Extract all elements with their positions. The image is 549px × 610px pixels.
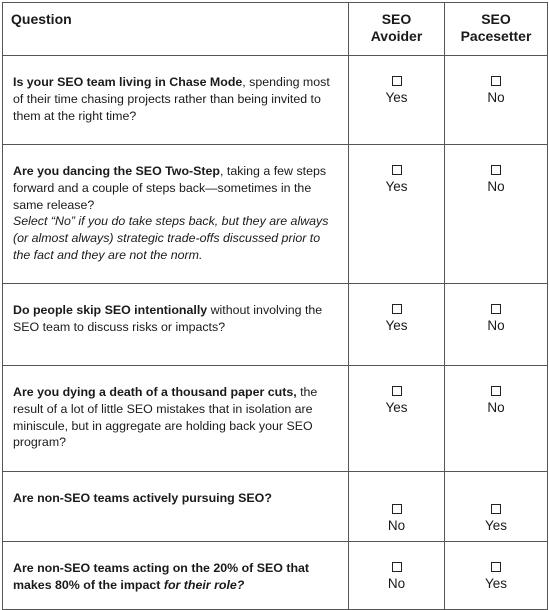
question-bold: Are you dancing the SEO Two-Step bbox=[13, 164, 220, 178]
avoider-answer[interactable] bbox=[349, 472, 445, 542]
question-bold: Are non-SEO teams acting on the 20% of SEO that makes 80% of the impact bbox=[13, 561, 310, 592]
pacesetter-answer[interactable] bbox=[445, 145, 548, 284]
question-text bbox=[3, 542, 349, 610]
pacesetter-answer-label: Yes bbox=[484, 518, 508, 533]
pacesetter-answer[interactable] bbox=[445, 56, 548, 145]
question-rest: without involving the SEO team to discuss risks or impacts? bbox=[13, 303, 323, 334]
question-rest: , spending most of their time chasing projects rather than being invited to them at the right time? bbox=[13, 75, 330, 123]
question-row-skip-seo bbox=[3, 284, 548, 366]
pacesetter-answer-label: No bbox=[487, 400, 505, 415]
seo-avoider-header-line2: Avoider bbox=[370, 28, 423, 44]
avoider-answer-label: Yes bbox=[385, 90, 408, 105]
question-row-pursuing-seo bbox=[3, 472, 548, 542]
checkbox-icon[interactable] bbox=[491, 76, 501, 86]
checkbox-icon[interactable] bbox=[392, 165, 402, 175]
pacesetter-answer[interactable] bbox=[445, 284, 548, 366]
checkbox-icon[interactable] bbox=[392, 386, 402, 396]
question-bold: Do people skip SEO intentionally bbox=[13, 303, 208, 317]
avoider-answer-label: Yes bbox=[385, 400, 408, 415]
checkbox-icon[interactable] bbox=[392, 304, 402, 314]
question-rest: , taking a few steps forward and a couple of steps back—sometimes in the same release? bbox=[13, 164, 327, 212]
seo-avoider-header bbox=[349, 3, 445, 56]
seo-pacesetter-header-line1: SEO bbox=[481, 11, 511, 27]
question-text bbox=[3, 472, 349, 542]
seo-pacesetter-header-line2: Pacesetter bbox=[460, 28, 532, 44]
checkbox-icon[interactable] bbox=[392, 562, 402, 572]
seo-pacesetter-header bbox=[445, 3, 548, 56]
avoider-answer-label: Yes bbox=[385, 179, 408, 194]
question-note: Select “No” if you do take steps back, but they are always (or almost always) strategic trade-offs discussed prior to the fact and they are not the norm. bbox=[13, 214, 329, 262]
question-row-chase-mode bbox=[3, 56, 548, 145]
pacesetter-answer[interactable] bbox=[445, 366, 548, 472]
checkbox-icon[interactable] bbox=[392, 504, 402, 514]
question-rest: the result of a lot of little SEO mistakes that in isolation are miniscule, but in aggregate are holding back your SEO program? bbox=[13, 385, 318, 450]
question-row-two-step bbox=[3, 145, 548, 284]
avoider-answer[interactable] bbox=[349, 145, 445, 284]
pacesetter-answer[interactable] bbox=[445, 542, 548, 610]
question-text bbox=[3, 284, 349, 366]
question-text bbox=[3, 145, 349, 284]
header-row bbox=[3, 3, 548, 56]
seo-avoider-header-line1: SEO bbox=[381, 11, 412, 27]
avoider-answer[interactable] bbox=[349, 284, 445, 366]
pacesetter-answer-label: No bbox=[487, 90, 505, 105]
pacesetter-answer-label: No bbox=[487, 318, 505, 333]
question-text bbox=[3, 366, 349, 472]
checkbox-icon[interactable] bbox=[392, 76, 402, 86]
avoider-answer[interactable] bbox=[349, 56, 445, 145]
checkbox-icon[interactable] bbox=[491, 386, 501, 396]
pacesetter-answer-label: Yes bbox=[484, 576, 508, 591]
question-text bbox=[3, 56, 349, 145]
checkbox-icon[interactable] bbox=[491, 304, 501, 314]
checkbox-icon[interactable] bbox=[491, 504, 501, 514]
seo-assessment-table bbox=[2, 2, 548, 610]
pacesetter-answer-label: No bbox=[487, 179, 505, 194]
avoider-answer[interactable] bbox=[349, 366, 445, 472]
question-bold: Are you dying a death of a thousand paper cuts, bbox=[13, 385, 297, 399]
question-bold-italic: for their role? bbox=[163, 577, 245, 592]
question-header: Question bbox=[3, 3, 349, 56]
question-bold: Are non-SEO teams actively pursuing SEO? bbox=[13, 491, 272, 505]
avoider-answer-label: No bbox=[387, 576, 406, 591]
avoider-answer-label: Yes bbox=[385, 318, 408, 333]
question-bold: Is your SEO team living in Chase Mode bbox=[13, 75, 243, 89]
question-row-paper-cuts bbox=[3, 366, 548, 472]
checkbox-icon[interactable] bbox=[491, 165, 501, 175]
pacesetter-answer[interactable] bbox=[445, 472, 548, 542]
avoider-answer-label: No bbox=[387, 518, 406, 533]
checkbox-icon[interactable] bbox=[491, 562, 501, 572]
avoider-answer[interactable] bbox=[349, 542, 445, 610]
question-row-twenty-percent bbox=[3, 542, 548, 610]
